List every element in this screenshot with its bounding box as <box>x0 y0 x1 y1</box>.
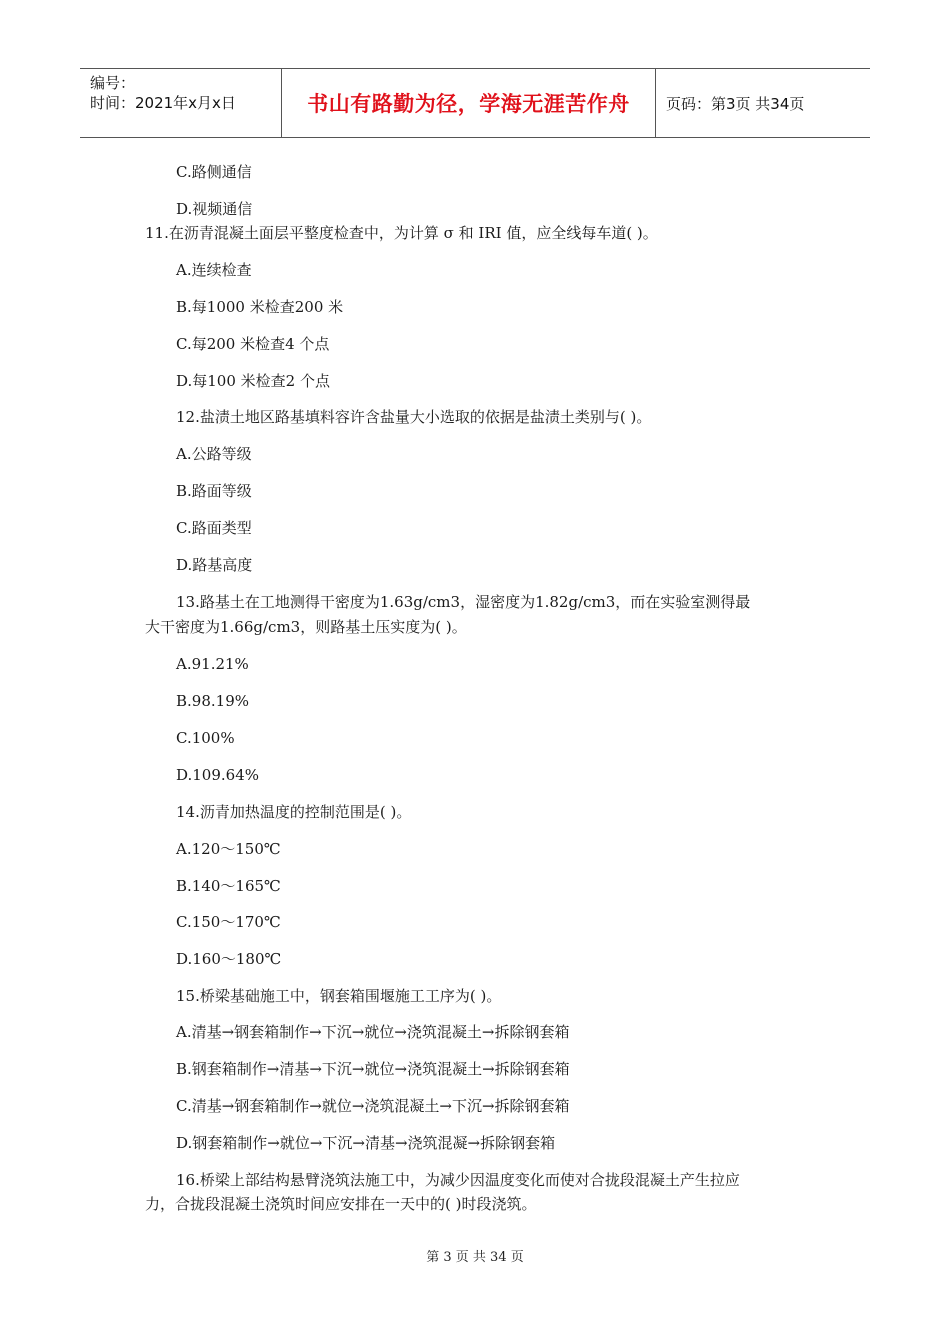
option-line: B.每1000 米检查200 米 <box>176 298 344 316</box>
page-footer: 第 3 页 共 34 页 <box>426 1250 524 1265</box>
header-meta <box>80 69 282 137</box>
option-line: A.连续检查 <box>176 261 252 279</box>
option-line: D.109.64% <box>176 766 259 784</box>
option-line: D.钢套箱制作→就位→下沉→清基→浇筑混凝→拆除钢套箱 <box>176 1134 556 1152</box>
option-line: B.140～165℃ <box>176 877 281 895</box>
header-motto: 书山有路勤为径，学海无涯苦作舟 <box>282 69 656 137</box>
option-line: A.91.21% <box>176 655 249 673</box>
option-line: B.钢套箱制作→清基→下沉→就位→浇筑混凝土→拆除钢套箱 <box>176 1060 570 1078</box>
question-line: 大干密度为1.66g/cm3，则路基土压实度为( )。 <box>145 618 467 636</box>
doc-number-label: 编号： <box>90 74 136 92</box>
question-line: 12.盐渍土地区路基填料容许含盐量大小选取的依据是盐渍土类别与( )。 <box>176 408 652 426</box>
option-line: C.路面类型 <box>176 519 252 537</box>
option-line: C.每200 米检查4 个点 <box>176 335 330 353</box>
question-line: 13.路基土在工地测得干密度为1.63g/cm3，湿密度为1.82g/cm3，而在实验室测得最 <box>176 593 751 611</box>
option-line: A.清基→钢套箱制作→下沉→就位→浇筑混凝土→拆除钢套箱 <box>176 1023 570 1041</box>
option-line: A.120～150℃ <box>176 840 281 858</box>
option-line: B.98.19% <box>176 692 249 710</box>
option-line: D.视频通信 <box>176 200 253 218</box>
option-line: D.路基高度 <box>176 556 253 574</box>
option-line: A.公路等级 <box>176 445 252 463</box>
question-line: 11.在沥青混凝土面层平整度检查中，为计算 σ 和 IRI 值，应全线每车道( )。 <box>145 224 658 242</box>
option-line: C.150～170℃ <box>176 913 281 931</box>
option-line: D.每100 米检查2 个点 <box>176 372 330 390</box>
option-line: B.路面等级 <box>176 482 252 500</box>
question-line: 16.桥梁上部结构悬臂浇筑法施工中，为减少因温度变化而使对合拢段混凝土产生拉应 <box>176 1171 740 1189</box>
question-line: 力，合拢段混凝土浇筑时间应安排在一天中的( )时段浇筑。 <box>145 1195 537 1213</box>
question-line: 15.桥梁基础施工中，钢套箱围堰施工工序为( )。 <box>176 987 502 1005</box>
option-line: C.100% <box>176 729 235 747</box>
doc-time-label: 时间：2021年x月x日 <box>90 94 236 112</box>
question-line: 14.沥青加热温度的控制范围是( )。 <box>176 803 412 821</box>
option-line: C.清基→钢套箱制作→就位→浇筑混凝土→下沉→拆除钢套箱 <box>176 1097 570 1115</box>
header-page-info: 页码：第3页 共34页 <box>666 94 805 113</box>
page-header <box>80 68 870 138</box>
option-line: C.路侧通信 <box>176 163 252 181</box>
option-line: D.160～180℃ <box>176 950 282 968</box>
